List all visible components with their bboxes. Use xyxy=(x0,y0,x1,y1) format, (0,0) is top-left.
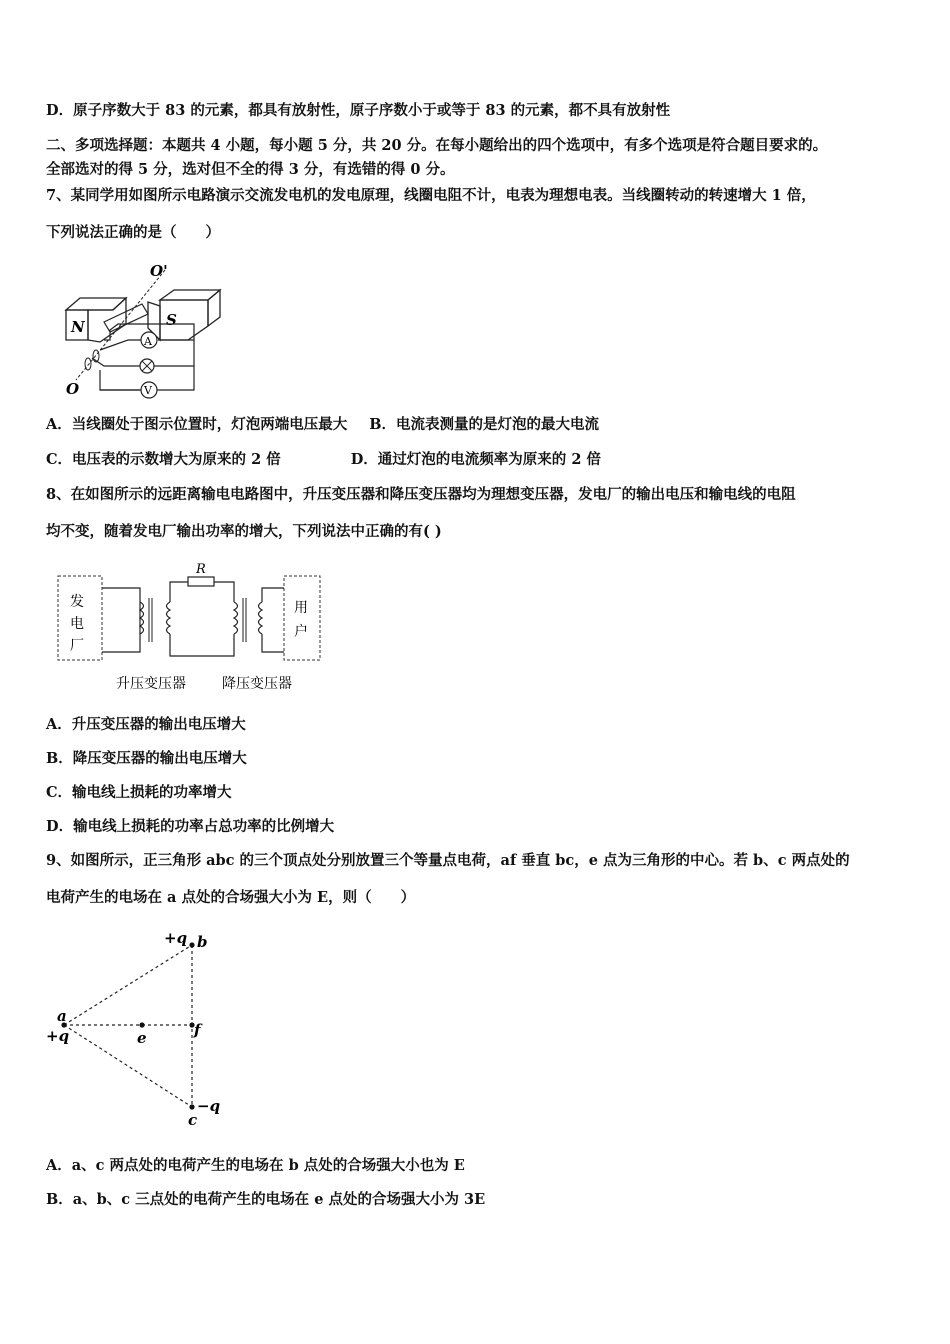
q6-option-d: D．原子序数大于 83 的元素，都具有放射性，原子序数小于或等于 83 的元素，都不具有放射性 xyxy=(46,102,671,119)
q7-stem-line2: 下列说法正确的是（ ） xyxy=(46,224,220,241)
q9-option-a: A．a、c 两点处的电荷产生的电场在 b 点处的合场强大小也为 E xyxy=(46,1157,465,1174)
q9-triangle-figure xyxy=(44,925,234,1130)
slip-ring-2 xyxy=(85,358,91,370)
q8-option-c: C．输电线上损耗的功率增大 xyxy=(46,784,232,801)
q9-stem-line2: 电荷产生的电场在 a 点处的合场强大小为 E，则（ ） xyxy=(46,889,416,906)
point-c xyxy=(189,1104,194,1109)
point-b xyxy=(189,942,194,947)
user-char-1: 用 xyxy=(294,600,308,616)
ammeter-label: A xyxy=(144,335,152,348)
s-magnet xyxy=(148,290,220,340)
q7-generator-figure xyxy=(58,262,228,400)
q8-option-b: B．降压变压器的输出电压增大 xyxy=(46,750,247,767)
step-down-secondary-coil xyxy=(259,602,263,634)
section-heading-line2: 全部选对的得 5 分，选对但不全的得 3 分，有选错的得 0 分。 xyxy=(46,161,455,178)
q7-stem-line1: 7、某同学用如图所示电路演示交流发电机的发电原理，线圈电阻不计，电表为理想电表。当线圈转动的转速增大 1 倍， xyxy=(46,187,816,204)
side-ab xyxy=(64,945,192,1025)
q7-option-b: B．电流表测量的是灯泡的最大电流 xyxy=(369,416,600,433)
plant-char-2: 电 xyxy=(70,616,84,632)
label-b: b xyxy=(197,933,208,951)
label-s: S xyxy=(166,311,177,329)
q8-stem-line1: 8、在如图所示的远距离输电电路图中，升压变压器和降压变压器均为理想变压器，发电厂的输出电压和输电线的电阻 xyxy=(46,486,796,503)
plant-char-1: 发 xyxy=(70,594,84,610)
user-box xyxy=(284,576,320,660)
voltmeter-label: V xyxy=(144,384,152,397)
charge-b: +q xyxy=(164,929,188,947)
primary-loop xyxy=(102,588,140,652)
q7-option-a: A．当线圈处于图示位置时，灯泡两端电压最大 xyxy=(46,416,348,433)
q8-transmission-figure xyxy=(56,560,326,698)
q8-option-a: A．升压变压器的输出电压增大 xyxy=(46,716,246,733)
label-e: e xyxy=(137,1029,147,1047)
q8-option-d: D．输电线上损耗的功率占总功率的比例增大 xyxy=(46,818,335,835)
point-e xyxy=(139,1022,144,1027)
transmission-return xyxy=(170,634,234,656)
side-ac xyxy=(64,1025,192,1107)
label-f: f xyxy=(194,1021,201,1039)
step-up-label: 升压变压器 xyxy=(116,676,186,692)
charge-c: −q xyxy=(197,1097,221,1115)
q9-option-b: B．a、b、c 三点处的电荷产生的电场在 e 点处的合场强大小为 3E xyxy=(46,1191,486,1208)
user-char-2: 户 xyxy=(294,624,308,640)
label-o: O xyxy=(66,380,80,398)
line-resistor xyxy=(188,577,214,586)
circuit-wire-lamp xyxy=(92,358,140,366)
q9-stem-line1: 9、如图所示，正三角形 abc 的三个顶点处分别放置三个等量点电荷，af 垂直 bc，e 点为三角形的中心。若 b、c 两点处的 xyxy=(46,852,850,869)
q7-options-row2 xyxy=(46,450,910,470)
step-down-label: 降压变压器 xyxy=(222,676,292,692)
q7-option-d: D．通过灯泡的电流频率为原来的 2 倍 xyxy=(350,451,601,468)
q7-options-row1 xyxy=(46,415,910,435)
plant-char-3: 厂 xyxy=(70,638,84,654)
q7-option-c: C．电压表的示数增大为原来的 2 倍 xyxy=(46,451,281,468)
q8-stem-line2: 均不变，随着发电厂输出功率的增大，下列说法中正确的有( ) xyxy=(46,523,442,540)
charge-a: +q xyxy=(46,1027,70,1045)
step-up-secondary-coil xyxy=(167,602,171,634)
label-c: c xyxy=(188,1111,198,1129)
label-a: a xyxy=(57,1007,67,1025)
section-heading-line1: 二、多项选择题：本题共 4 小题，每小题 5 分，共 20 分。在每小题给出的四个选项中，有多个选项是符合题目要求的。 xyxy=(46,137,828,154)
label-o-prime: O' xyxy=(150,262,168,280)
label-n: N xyxy=(71,318,85,336)
step-down-primary-coil xyxy=(234,602,238,634)
resistor-label: R xyxy=(196,562,206,577)
